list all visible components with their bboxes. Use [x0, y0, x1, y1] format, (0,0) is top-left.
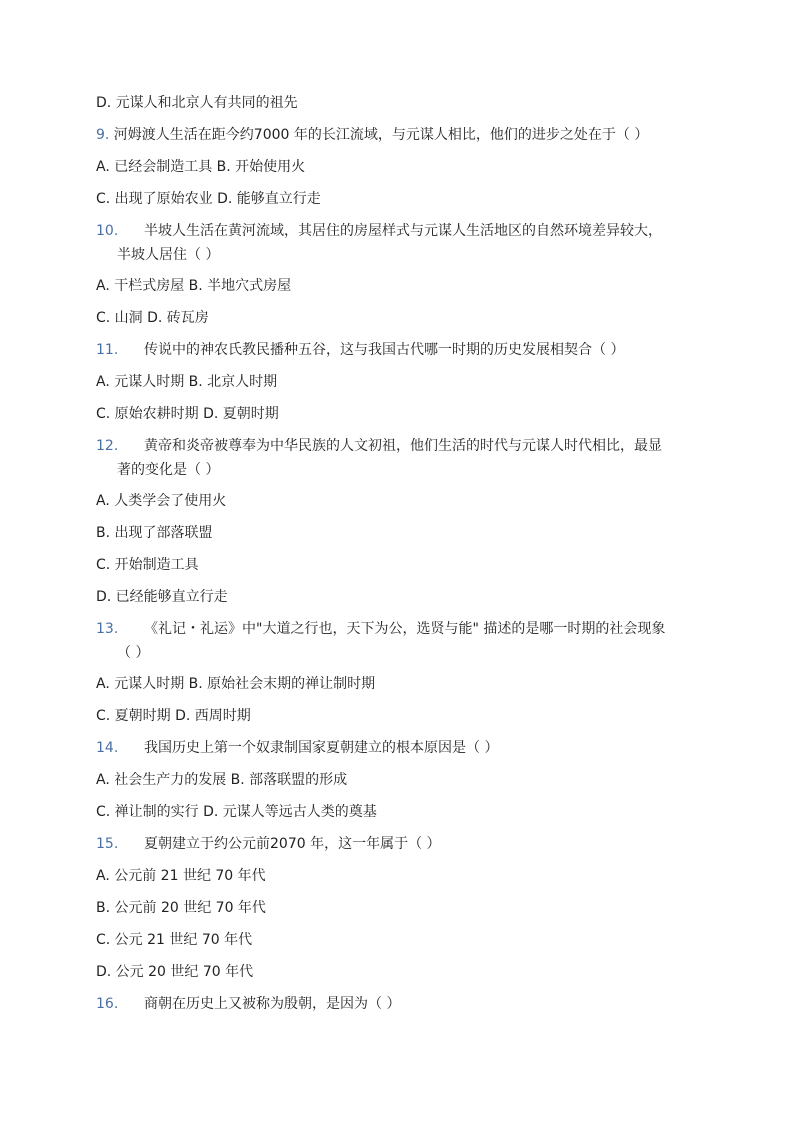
option-line: [96, 372, 696, 392]
question-text: 河姆渡人生活在距今约7000 年的长江流域，与元谋人相比，他们的进步之处在于（ ）: [109, 127, 649, 143]
option-line: [96, 930, 696, 950]
option-line: [96, 491, 696, 511]
question-continuation: [117, 245, 717, 265]
question-9: [96, 125, 696, 145]
question-text: 传说中的神农氏教民播种五谷，这与我国古代哪一时期的历史发展相契合（ ）: [144, 342, 625, 358]
question-number: 11.: [96, 342, 119, 358]
question-13: [96, 619, 696, 639]
option-text: A. 人类学会了使用火: [96, 493, 227, 509]
option-text: A. 公元前 21 世纪 70 年代: [96, 868, 266, 884]
question-14: [96, 738, 696, 758]
option-line: [96, 866, 696, 886]
question-number: 12.: [96, 438, 119, 454]
option-line: [96, 802, 696, 822]
question-15: [96, 834, 696, 854]
option-line: [96, 189, 696, 209]
option-text: A. 元谋人时期 B. 原始社会末期的禅让制时期: [96, 676, 376, 692]
option-line: [96, 523, 696, 543]
option-line: [96, 706, 696, 726]
option-text: D. 公元 20 世纪 70 年代: [96, 964, 254, 980]
option-text: C. 禅让制的实行 D. 元谋人等远古人类的奠基: [96, 804, 377, 820]
question-number: 10.: [96, 223, 119, 239]
question-number: 13.: [96, 621, 119, 637]
question-continuation: [117, 460, 717, 480]
option-line: [96, 770, 696, 790]
question-continuation: [117, 643, 717, 663]
question-text: （ ）: [117, 645, 150, 661]
question-16: [96, 994, 696, 1014]
option-text: A. 已经会制造工具 B. 开始使用火: [96, 159, 306, 175]
question-text: 《礼记・礼运》中"大道之行也，天下为公，选贤与能" 描述的是哪一时期的社会现象: [144, 621, 666, 637]
question-number: 16.: [96, 996, 119, 1012]
question-text: 我国历史上第一个奴隶制国家夏朝建立的根本原因是（ ）: [144, 740, 499, 756]
option-line: [96, 898, 696, 918]
question-text: 黄帝和炎帝被尊奉为中华民族的人文初祖，他们生活的时代与元谋人时代相比，最显: [144, 438, 662, 454]
question-number: 15.: [96, 836, 119, 852]
option-text: A. 元谋人时期 B. 北京人时期: [96, 374, 278, 390]
option-text: A. 社会生产力的发展 B. 部落联盟的形成: [96, 772, 348, 788]
question-text: 夏朝建立于约公元前2070 年，这一年属于（ ）: [144, 836, 441, 852]
option-text: D. 元谋人和北京人有共同的祖先: [96, 95, 298, 111]
option-line: [96, 587, 696, 607]
question-text: 著的变化是（ ）: [117, 462, 220, 478]
question-number: 14.: [96, 740, 119, 756]
option-text: C. 夏朝时期 D. 西周时期: [96, 708, 251, 724]
option-line: [96, 404, 696, 424]
option-text: A. 干栏式房屋 B. 半地穴式房屋: [96, 278, 292, 294]
option-text: C. 出现了原始农业 D. 能够直立行走: [96, 191, 321, 207]
option-line: [96, 276, 696, 296]
option-line: [96, 674, 696, 694]
option-line: [96, 962, 696, 982]
question-number: 9.: [96, 127, 110, 143]
question-text: 半坡人居住（ ）: [117, 247, 220, 263]
option-text: C. 公元 21 世纪 70 年代: [96, 932, 253, 948]
option-line: [96, 157, 696, 177]
option-text: C. 山洞 D. 砖瓦房: [96, 310, 209, 326]
option-line: [96, 555, 696, 575]
question-text: 半坡人生活在黄河流域，其居住的房屋样式与元谋人生活地区的自然环境差异较大，: [144, 223, 662, 239]
option-text: B. 公元前 20 世纪 70 年代: [96, 900, 266, 916]
question-11: [96, 340, 696, 360]
option-text: C. 开始制造工具: [96, 557, 199, 573]
question-12: [96, 436, 696, 456]
question-10: [96, 221, 696, 241]
option-text: D. 已经能够直立行走: [96, 589, 228, 605]
option-line: [96, 93, 696, 113]
option-text: B. 出现了部落联盟: [96, 525, 213, 541]
question-text: 商朝在历史上又被称为殷朝，是因为（ ）: [144, 996, 401, 1012]
option-text: C. 原始农耕时期 D. 夏朝时期: [96, 406, 279, 422]
option-line: [96, 308, 696, 328]
